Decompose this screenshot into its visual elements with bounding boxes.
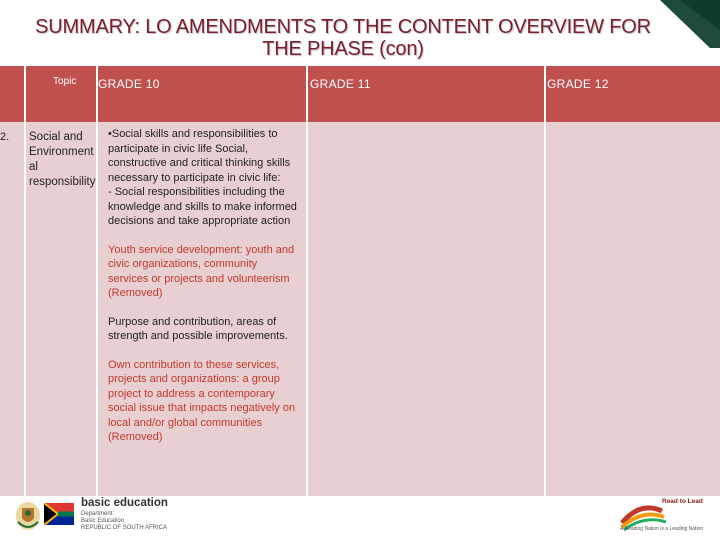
read-to-lead-title: Read to Lead — [662, 498, 703, 505]
grade-10-item: •Social skills and responsibilities to participate in civic life Social, constructive and critical thinking skills necessary to participate in civic life: - Social responsibilities including the knowledge and skills to make informed decisions and take appropriate action — [108, 128, 297, 227]
department-name: basic education — [81, 497, 168, 509]
header-number-cell — [0, 66, 25, 122]
content-table — [0, 66, 720, 516]
title-line-1: SUMMARY: LO AMENDMENTS TO THE CONTENT OVERVIEW FOR — [35, 16, 651, 38]
row-number: 2. — [0, 122, 25, 516]
header-topic: Topic — [25, 66, 97, 122]
read-to-lead-tagline: A Reading Nation is a Leading Nation — [620, 526, 704, 532]
header-grade-12: GRADE 12 — [545, 66, 720, 122]
title-line-2: THE PHASE (con) — [262, 38, 424, 60]
header-grade-10: GRADE 10 — [97, 66, 307, 122]
grade-10-content — [97, 122, 307, 516]
page-title — [0, 16, 686, 60]
south-africa-flag-icon — [44, 503, 74, 525]
grade-10-item-removed: Own contribution to these services, projects and organizations: a group project to address a contemporary social issue that impacts negatively on local and/or global communities (Removed) — [108, 358, 296, 443]
grade-10-item: Purpose and contribution, areas of strength and possible improvements. — [108, 315, 288, 342]
grade-12-content — [545, 122, 720, 516]
coat-of-arms-icon — [14, 500, 42, 532]
department-subtitle: Department: Basic Education REPUBLIC OF SOUTH AFRICA — [81, 511, 168, 531]
row-topic: Social and Environment al responsibility — [25, 122, 97, 516]
grade-11-content — [307, 122, 545, 516]
header-row — [0, 66, 720, 122]
header-grade-11: GRADE 11 — [307, 66, 545, 122]
table-row — [0, 122, 720, 516]
grade-10-item-removed: Youth service development: youth and civic organizations, community services or projects and volunteerism (Removed) — [108, 243, 295, 299]
